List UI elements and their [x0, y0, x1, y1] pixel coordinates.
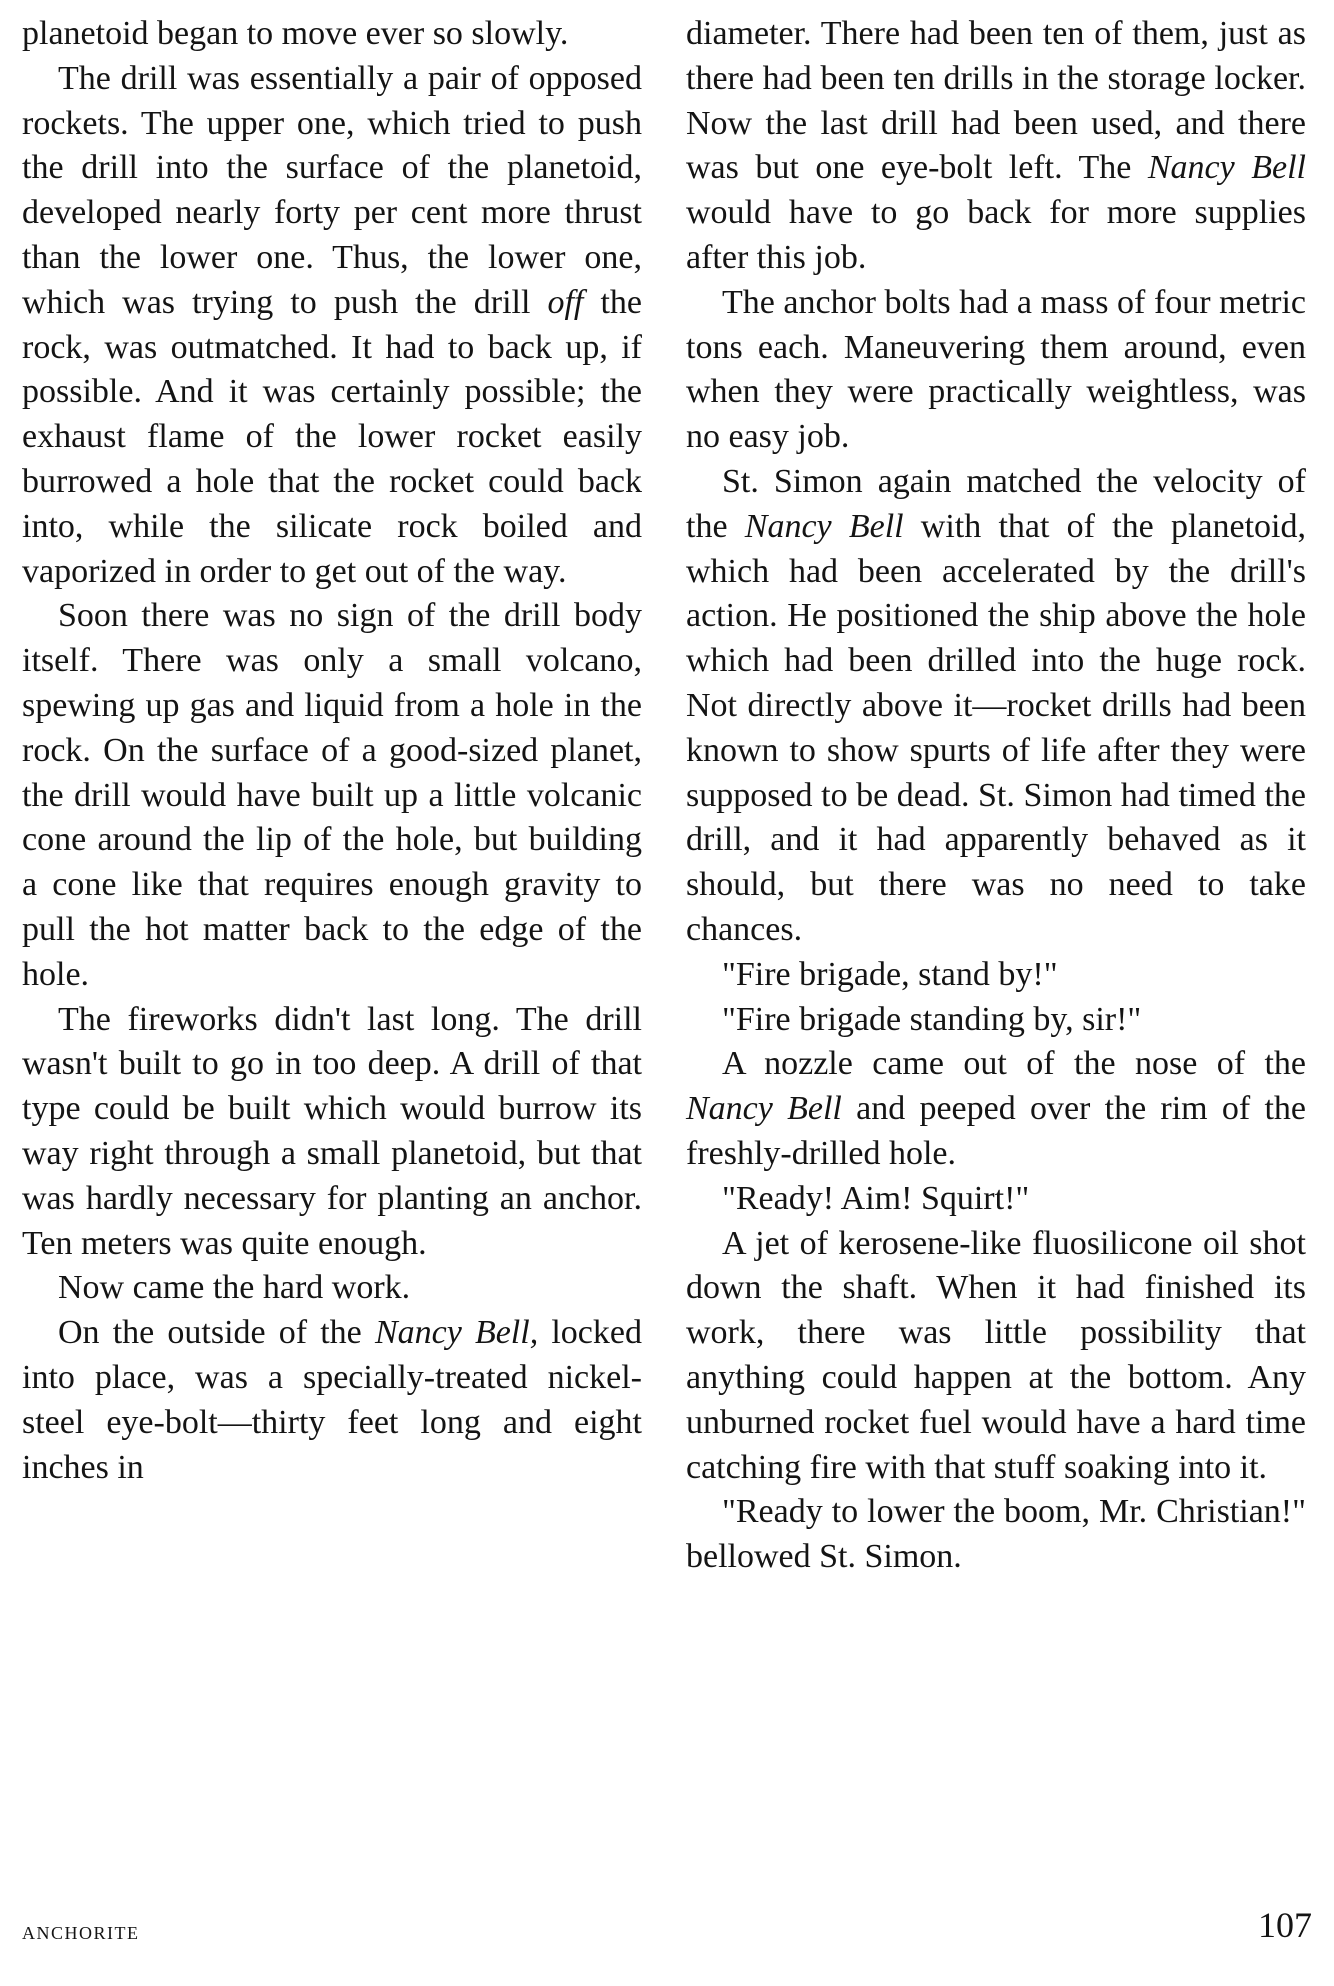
right-column: [686, 12, 1306, 1580]
paragraph: [686, 1042, 1306, 1176]
running-footer-title: anchorite: [22, 1916, 140, 1945]
paragraph-text: On the outside of the: [58, 1314, 375, 1352]
paragraph: [686, 281, 1306, 460]
paragraph-text: Now came the hard work.: [58, 1269, 411, 1307]
paragraph: [22, 12, 642, 57]
paragraph-text: The anchor bolts had a mass of four metric tons each. Maneuvering them around, even when they were practically weightless, was no easy job.: [686, 283, 1306, 456]
paragraph: [686, 12, 1306, 281]
paragraph-text: with that of the planetoid, which had been accelerated by the drill's action. He positioned the ship above the hole which had been drilled into the huge rock. Not directly above it—rocket drills had been known to show spurts of life after they were supposed to be dead. St. Simon had timed the drill, and it had apparently behaved as it should, but there was no need to take chances.: [686, 507, 1306, 948]
paragraph-text: St. Simon again matched the velocity of the: [686, 462, 1306, 545]
emphasis-text: off: [547, 283, 584, 321]
paragraph-text: "Fire brigade, stand by!": [722, 955, 1058, 993]
emphasis-text: Nancy Bell: [744, 507, 904, 545]
dialogue-line: [686, 1177, 1306, 1222]
paragraph: [22, 1311, 642, 1490]
paragraph: [22, 1266, 642, 1311]
paragraph: [22, 57, 642, 595]
emphasis-text: Nancy Bell,: [374, 1314, 539, 1352]
paragraph-text: "Ready to lower the boom, Mr. Christian!" bellowed St. Simon.: [686, 1493, 1306, 1576]
paragraph-text: the rock, was outmatched. It had to back up, if possible. And it was certainly possible; the exhaust flame of the lower rocket easily burrowed a hole that the rocket could back into, while the silicate rock boiled and vaporized in order to get out of the way.: [22, 283, 642, 590]
paragraph-text: diameter. There had been ten of them, just as there had been ten drills in the storage locker. Now the last drill had been used, and there was but one eye-bolt left. The: [686, 15, 1306, 187]
paragraph-text: would have to go back for more supplies after this job.: [686, 194, 1306, 276]
dialogue-line: [686, 998, 1306, 1043]
paragraph-text: The drill was essentially a pair of opposed rockets. The upper one, which tried to push the drill into the surface of the planetoid, developed nearly forty per cent more thrust than the lower one. Thus, the lower one, which was trying to push the drill: [22, 59, 642, 321]
paragraph-text: and peeped over the rim of the freshly-drilled hole.: [686, 1090, 1306, 1172]
dialogue-line: [686, 1490, 1306, 1580]
dialogue-line: [686, 953, 1306, 998]
page-number: 107: [1258, 1905, 1312, 1945]
paragraph-text: "Ready! Aim! Squirt!": [722, 1179, 1030, 1217]
emphasis-text: Nancy Bell: [1147, 149, 1306, 187]
paragraph-text: "Fire brigade standing by, sir!": [722, 1000, 1142, 1038]
paragraph: [686, 460, 1306, 953]
paragraph: [22, 998, 642, 1267]
paragraph-text: A nozzle came out of the nose of the: [722, 1045, 1306, 1083]
paragraph: [686, 1222, 1306, 1491]
left-column: [22, 12, 642, 1490]
paragraph-text: The fireworks didn't last long. The drill wasn't built to go in too deep. A drill of that type could be built which would burrow its way right through a small planetoid, but that was hardly necessary for planting an anchor. Ten meters was quite enough.: [22, 1000, 642, 1262]
paragraph-text: locked into place, was a specially-treated nickel-steel eye-bolt—thirty feet long and eight inches in: [22, 1314, 642, 1486]
paragraph-text: planetoid began to move ever so slowly.: [22, 15, 569, 52]
paragraph-text: A jet of kerosene-like fluosilicone oil shot down the shaft. When it had finished its work, there was little possibility that anything could happen at the bottom. Any unburned rocket fuel would have a hard time catching fire with that stuff soaking into it.: [686, 1224, 1306, 1486]
emphasis-text: Nancy Bell: [686, 1090, 842, 1128]
paragraph: [22, 594, 642, 997]
paragraph-text: Soon there was no sign of the drill body itself. There was only a small volcano, spewing up gas and liquid from a hole in the rock. On the surface of a good-sized planet, the drill would have built up a little volcanic cone around the lip of the hole, but building a cone like that requires enough gravity to pull the hot matter back to the edge of the hole.: [22, 597, 642, 993]
